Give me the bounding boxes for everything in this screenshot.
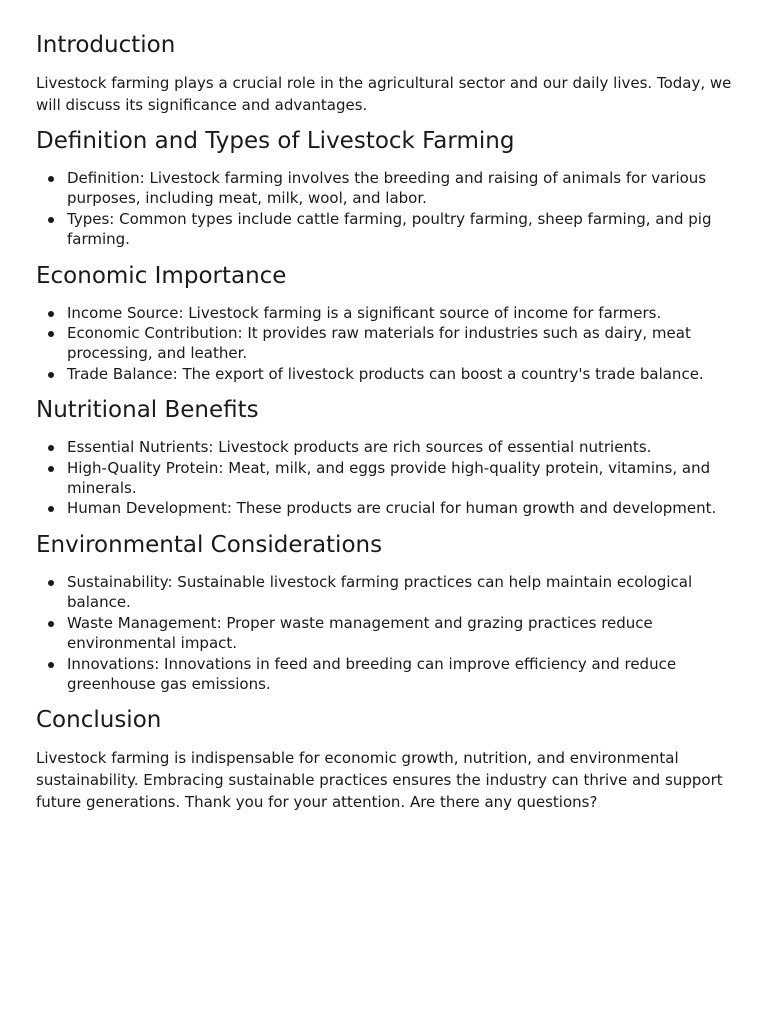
list-item-text: Trade Balance: The export of livestock products can boost a country's trade balance. [67,364,704,383]
list-item [36,498,732,518]
list-item [36,613,732,654]
list-item [36,437,732,457]
list-item-text: Types: Common types include cattle farming, poultry farming, sheep farming, and pig farming. [67,209,712,249]
list-item-text: Sustainability: Sustainable livestock farming practices can help maintain ecological balance. [67,572,693,612]
section-definition-and-types [36,126,732,250]
section-economic-importance [36,261,732,385]
list-item [36,654,732,695]
list-item [36,303,732,323]
section-heading: Introduction [36,32,176,58]
section-heading: Conclusion [36,707,162,734]
list-item-text: High-Quality Protein: Meat, milk, and eggs provide high-quality protein, vitamins, and minerals. [67,458,711,498]
bullet-list [36,572,732,694]
section-nutritional-benefits [36,395,732,519]
section-heading: Environmental Considerations [36,531,383,558]
list-item-text: Income Source: Livestock farming is a significant source of income for farmers. [67,303,662,322]
list-item [36,458,732,499]
bullet-dot-icon [48,662,54,668]
list-item-text: Definition: Livestock farming involves the breeding and raising of animals for various purposes, including meat, milk, wool, and labor. [67,169,707,208]
list-item [36,168,732,209]
list-item [36,572,732,613]
bullet-list [36,437,732,519]
list-item-text: Innovations: Innovations in feed and breeding can improve efficiency and reduce greenhouse gas emissions. [67,654,677,693]
list-item-text: Essential Nutrients: Livestock products are rich sources of essential nutrients. [67,438,652,457]
bullet-list [36,303,732,385]
bullet-dot-icon [48,372,54,378]
bullet-dot-icon [48,506,54,512]
bullet-dot-icon [48,580,54,586]
section-paragraph: Livestock farming is indispensable for economic growth, nutrition, and environmental sustainability. Embracing sustainable practices ensures the industry can thrive and support future generations. Thank you for your attention. Are there any questions? [36,749,723,812]
bullet-dot-icon [48,466,54,472]
bullet-dot-icon [48,621,54,627]
list-item-text: Human Development: These products are crucial for human growth and development. [67,499,717,518]
section-environmental-considerations [36,530,732,694]
section-heading: Definition and Types of Livestock Farming [36,128,515,154]
bullet-list [36,168,732,250]
section-heading: Nutritional Benefits [36,397,259,424]
list-item [36,323,732,364]
bullet-dot-icon [48,311,54,317]
list-item [36,209,732,250]
section-heading: Economic Importance [36,262,287,289]
list-item-text: Waste Management: Proper waste management and grazing practices reduce environmental impact. [67,613,653,653]
bullet-dot-icon [48,176,54,182]
bullet-dot-icon [48,217,54,223]
list-item [36,364,732,384]
section-introduction [36,30,732,116]
bullet-dot-icon [48,331,54,337]
list-item-text: Economic Contribution: It provides raw materials for industries such as dairy, meat processing, and leather. [67,324,691,363]
bullet-dot-icon [48,445,54,451]
section-paragraph: Livestock farming plays a crucial role in the agricultural sector and our daily lives. Today, we will discuss its significance and advantages. [36,74,732,114]
section-conclusion [36,705,732,813]
